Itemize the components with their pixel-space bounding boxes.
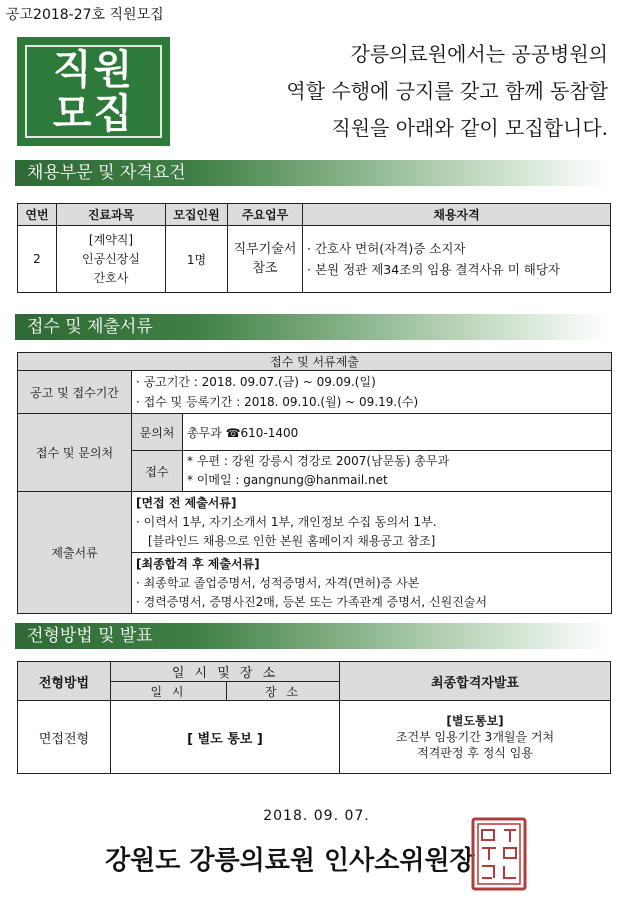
receipt-cell — [183, 451, 612, 492]
datetime-place-label: 일 시 및 장 소 — [111, 662, 340, 682]
section-title-application: 접수 및 제출서류 — [15, 314, 610, 340]
docs-line: · 이력서 1부, 자기소개서 1부, 개인정보 수집 동의서 1부. — [136, 514, 437, 529]
col-header: 주요업무 — [228, 204, 303, 226]
final-value — [340, 701, 611, 774]
period-line: · 접수 및 등록기간 : 2018. 09.10.(월) ~ 09.19.(수) — [136, 395, 419, 409]
docs-line: · 경력증명서, 증명사진2매, 등본 또는 가족관계 증명서, 신원진술서 — [136, 594, 487, 609]
duty-line: 참조 — [252, 261, 278, 276]
duty-line: 직무기술서 — [233, 242, 297, 257]
period-cell — [132, 371, 612, 414]
qualification-cell — [303, 226, 611, 293]
headline-line: 강릉의료원에서는 공공병원의 — [350, 42, 608, 66]
docs-after-cell — [132, 553, 612, 614]
headline-line: 직원을 아래와 같이 모집합니다. — [331, 116, 608, 140]
qual-line: · 간호사 면허(자격)증 소지자 — [307, 241, 466, 256]
headcount-cell: 1명 — [166, 226, 228, 293]
docs-line: [블라인드 채용으로 인한 본원 홈페이지 채용공고 참조] — [148, 533, 436, 548]
receipt-line: * 이메일 : gangnung@hanmail.net — [187, 473, 388, 487]
separate-notice: [ 별도 통보 ] — [111, 701, 340, 774]
col-header: 연번 — [18, 204, 57, 226]
final-label: 최종합격자발표 — [340, 662, 611, 701]
inquiry-value: 총무과 ☎610-1400 — [183, 414, 612, 451]
requirements-table — [17, 203, 611, 293]
selection-table — [17, 661, 611, 774]
final-line: 조건부 임용기간 3개월을 거쳐 — [395, 730, 555, 744]
col-header: 모집인원 — [166, 204, 228, 226]
docs-label: 제출서류 — [18, 492, 132, 614]
row-number: 2 — [18, 226, 57, 293]
recruitment-logo — [17, 37, 170, 146]
application-table — [17, 352, 612, 614]
receipt-label: 접수 — [132, 451, 183, 492]
datetime-label: 일 시 — [111, 682, 227, 701]
section-title-requirements: 채용부문 및 자격요건 — [15, 160, 610, 186]
dept-line: 인공신장실 — [82, 251, 140, 266]
docs-before-cell — [132, 492, 612, 553]
department-cell — [57, 226, 166, 293]
docs-after-title: [최종합격 후 제출서류] — [136, 556, 260, 571]
col-header: 진료과목 — [57, 204, 166, 226]
qual-line: · 본원 정관 제34조의 임용 결격사유 미 해당자 — [307, 262, 560, 277]
final-line: 적격판정 후 정식 임용 — [417, 746, 533, 760]
logo-line-1: 직원 — [52, 46, 135, 93]
period-line: · 공고기간 : 2018. 09.07.(금) ~ 09.09.(일) — [136, 375, 376, 389]
notice-number: 공고2018-27호 직원모집 — [6, 7, 164, 23]
docs-line: · 최종학교 졸업증명서, 성적증명서, 자격(면허)증 사본 — [136, 575, 420, 590]
signature-line: 강원도 강릉의료원 인사소위원장 — [105, 846, 475, 876]
period-label: 공고 및 접수기간 — [18, 371, 132, 414]
inquiry-label: 문의처 — [132, 414, 183, 451]
dept-line: [계약직] — [88, 232, 134, 247]
place-label: 장 소 — [227, 682, 340, 701]
duty-cell — [228, 226, 303, 293]
dept-line: 간호사 — [93, 270, 129, 285]
receipt-line: * 우편 : 강원 강릉시 경강로 2007(남문동) 총무과 — [187, 454, 450, 468]
headline-line: 역할 수행에 긍지를 갖고 함께 동참할 — [286, 79, 608, 103]
method-label: 전형방법 — [18, 662, 111, 701]
col-header: 채용자격 — [303, 204, 611, 226]
application-header: 접수 및 서류제출 — [18, 353, 612, 371]
headline — [168, 36, 608, 147]
contact-label: 접수 및 문의처 — [18, 414, 132, 492]
notice-date: 2018. 09. 07. — [263, 808, 370, 824]
logo-line-2: 모집 — [52, 90, 135, 137]
official-seal-icon — [470, 816, 528, 892]
section-title-selection: 전형방법 및 발표 — [15, 623, 610, 649]
method-value: 면접전형 — [18, 701, 111, 774]
final-line: [별도통보] — [446, 714, 504, 728]
docs-before-title: [면접 전 제출서류] — [136, 495, 237, 510]
